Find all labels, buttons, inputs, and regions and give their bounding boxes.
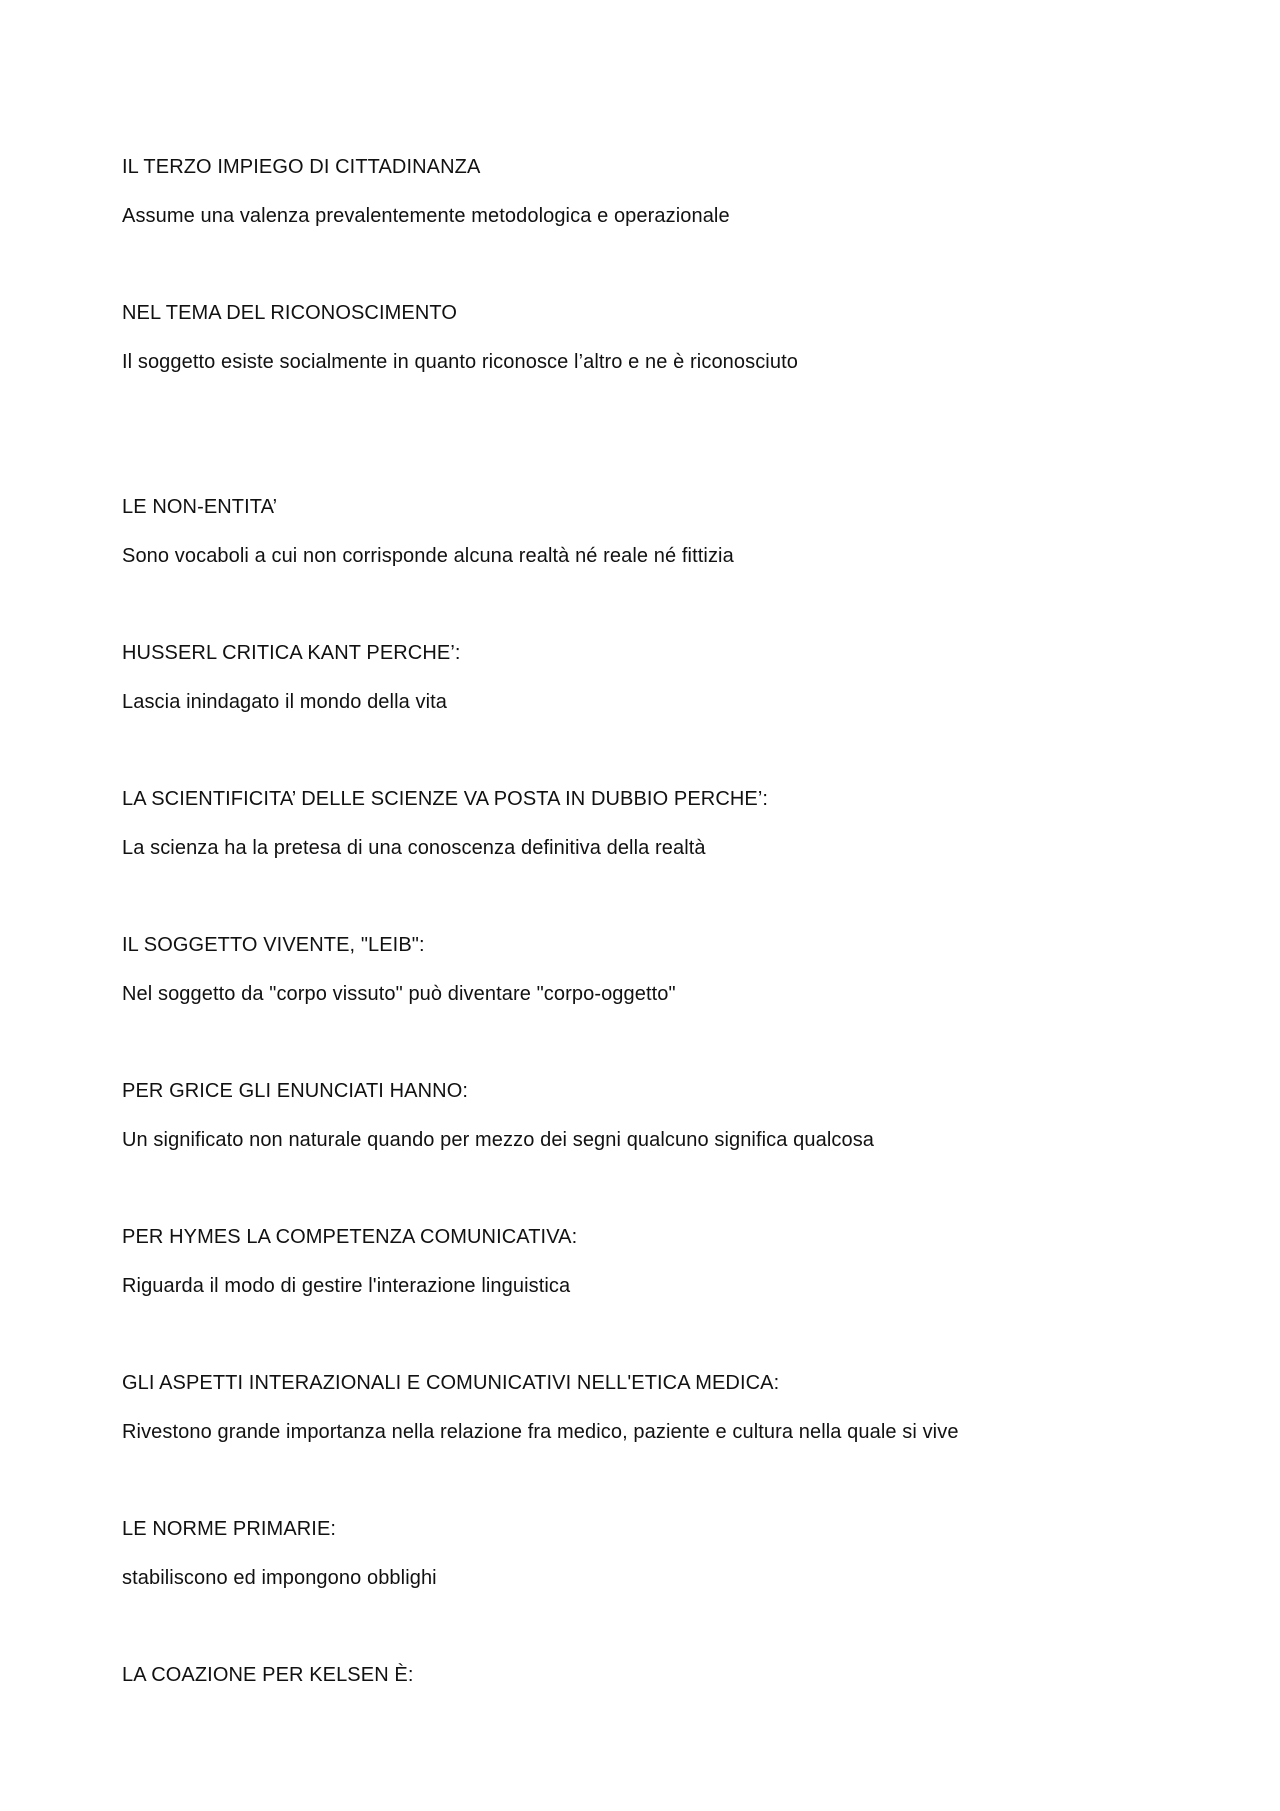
qa-entry-7 [122, 1079, 1182, 1152]
question-heading: NEL TEMA DEL RICONOSCIMENTO [122, 302, 457, 324]
question-heading: GLI ASPETTI INTERAZIONALI E COMUNICATIVI NELL'ETICA MEDICA: [122, 1372, 780, 1394]
answer-text: Il soggetto esiste socialmente in quanto riconosce l’altro e ne è riconosciuto [122, 351, 798, 373]
question-heading: IL SOGGETTO VIVENTE, "LEIB": [122, 934, 425, 956]
qa-entry-8 [122, 1225, 1182, 1298]
question-heading: LE NON-ENTITA’ [122, 496, 278, 518]
question-heading: PER GRICE GLI ENUNCIATI HANNO: [122, 1080, 469, 1102]
question-heading: LA COAZIONE PER KELSEN È: [122, 1664, 414, 1686]
qa-entry-9 [122, 1371, 1182, 1444]
qa-entry-3 [122, 495, 1182, 568]
answer-text: Assume una valenza prevalentemente metodologica e operazionale [122, 205, 730, 227]
answer-text: Riguarda il modo di gestire l'interazione linguistica [122, 1275, 571, 1297]
question-heading: PER HYMES LA COMPETENZA COMUNICATIVA: [122, 1226, 578, 1248]
qa-entry-6 [122, 933, 1182, 1006]
question-heading: IL TERZO IMPIEGO DI CITTADINANZA [122, 156, 481, 178]
qa-entry-1 [122, 155, 1182, 228]
question-heading: LA SCIENTIFICITA’ DELLE SCIENZE VA POSTA IN DUBBIO PERCHE’: [122, 788, 769, 810]
qa-entry-5 [122, 787, 1182, 860]
qa-entry-2 [122, 301, 1182, 374]
question-heading: HUSSERL CRITICA KANT PERCHE’: [122, 642, 461, 664]
answer-text: Un significato non naturale quando per mezzo dei segni qualcuno significa qualcosa [122, 1129, 875, 1151]
answer-text: La scienza ha la pretesa di una conoscenza definitiva della realtà [122, 837, 706, 859]
qa-entry-4 [122, 641, 1182, 714]
question-heading: LE NORME PRIMARIE: [122, 1518, 337, 1540]
answer-text: Sono vocaboli a cui non corrisponde alcuna realtà né reale né fittizia [122, 545, 734, 567]
answer-text: Rivestono grande importanza nella relazione fra medico, paziente e cultura nella quale si vive [122, 1421, 959, 1443]
qa-entry-10 [122, 1517, 1182, 1590]
answer-text: Nel soggetto da "corpo vissuto" può diventare "corpo-oggetto" [122, 983, 676, 1005]
qa-entry-11 [122, 1663, 1182, 1687]
answer-text: Lascia inindagato il mondo della vita [122, 691, 448, 713]
answer-text: stabiliscono ed impongono obblighi [122, 1567, 437, 1589]
